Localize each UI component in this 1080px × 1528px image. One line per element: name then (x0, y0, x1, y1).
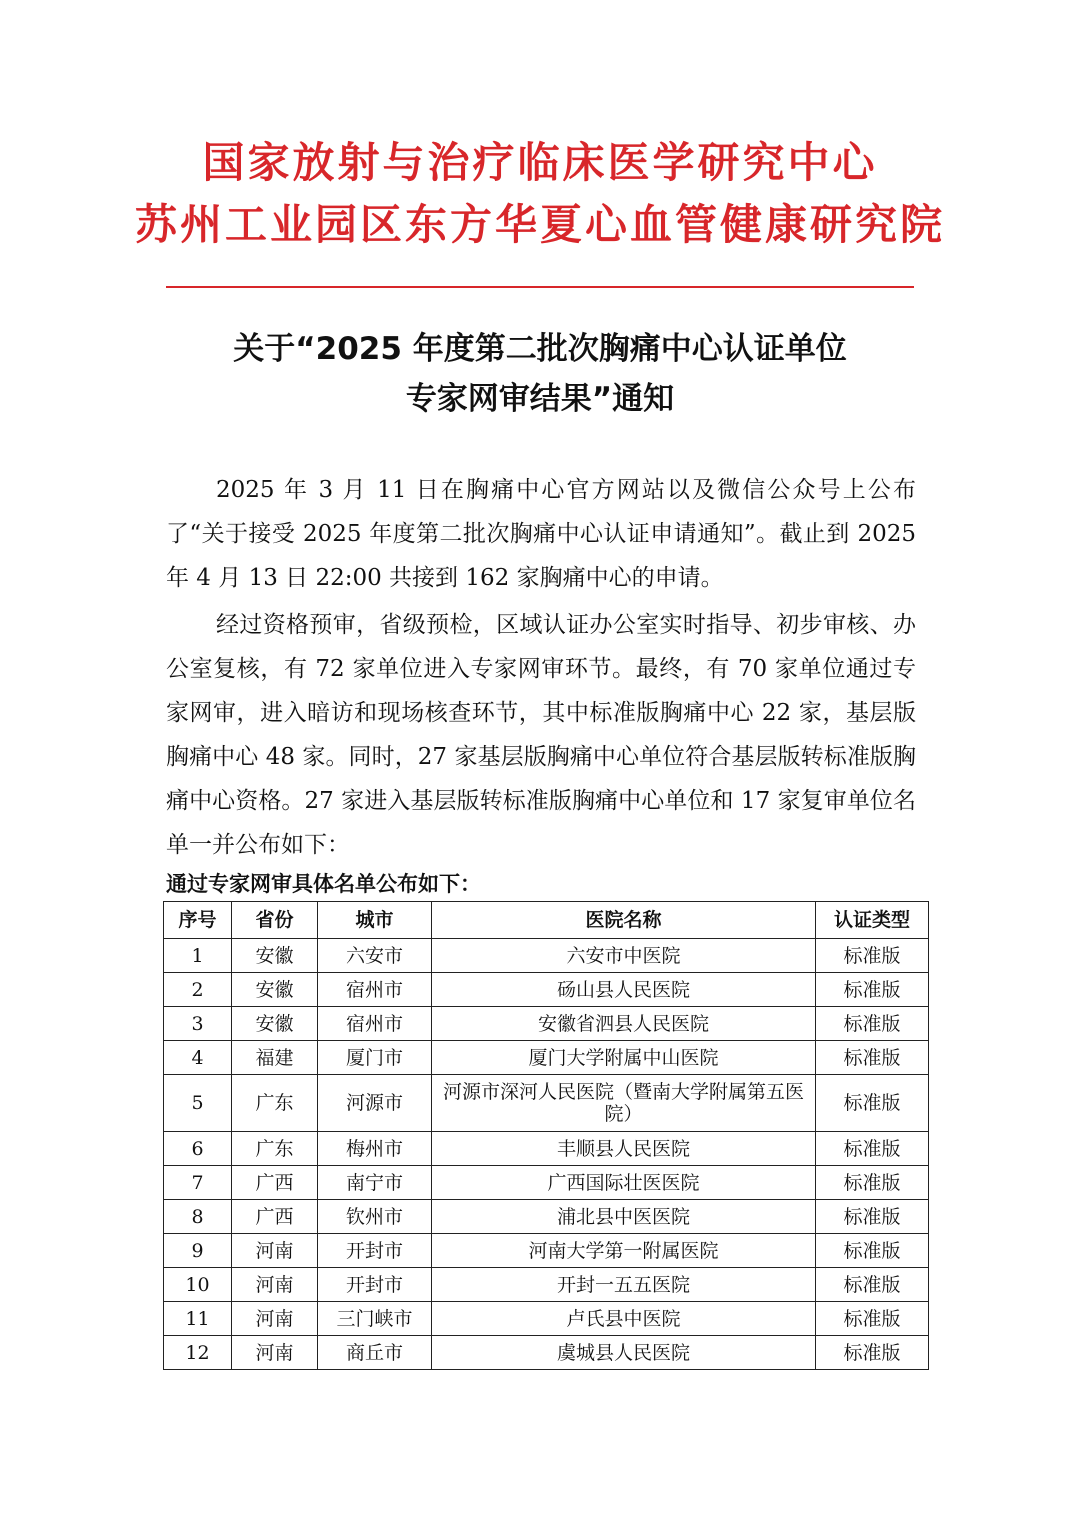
cell-province: 福建 (232, 1041, 318, 1075)
table-row (164, 1336, 929, 1370)
table-row (164, 1007, 929, 1041)
column-header-index: 序号 (164, 902, 232, 939)
table-row (164, 939, 929, 973)
cell-city: 梅州市 (318, 1132, 432, 1166)
cell-hospital: 安徽省泗县人民医院 (432, 1007, 816, 1041)
cell-index: 9 (164, 1234, 232, 1268)
cell-index: 12 (164, 1336, 232, 1370)
cell-index: 3 (164, 1007, 232, 1041)
cell-province: 河南 (232, 1268, 318, 1302)
title-line-1: 关于“2025 年度第二批次胸痛中心认证单位 (233, 331, 847, 367)
cell-hospital: 厦门大学附属中山医院 (432, 1041, 816, 1075)
cell-hospital: 河源市深河人民医院（暨南大学附属第五医院） (432, 1075, 816, 1132)
cell-city: 六安市 (318, 939, 432, 973)
cell-cert-type: 标准版 (816, 1132, 929, 1166)
cell-city: 三门峡市 (318, 1302, 432, 1336)
cell-index: 5 (164, 1075, 232, 1132)
column-header-province: 省份 (232, 902, 318, 939)
org-header (120, 132, 960, 256)
cell-cert-type: 标准版 (816, 939, 929, 973)
table-row (164, 1041, 929, 1075)
cell-hospital: 虞城县人民医院 (432, 1336, 816, 1370)
cell-city: 开封市 (318, 1268, 432, 1302)
cell-cert-type: 标准版 (816, 1302, 929, 1336)
table-row (164, 1200, 929, 1234)
cell-hospital: 六安市中医院 (432, 939, 816, 973)
cell-province: 广西 (232, 1200, 318, 1234)
cell-city: 商丘市 (318, 1336, 432, 1370)
cell-hospital: 浦北县中医医院 (432, 1200, 816, 1234)
table-row (164, 1302, 929, 1336)
cell-province: 安徽 (232, 1007, 318, 1041)
cell-city: 厦门市 (318, 1041, 432, 1075)
table-row (164, 1132, 929, 1166)
org-name-line-1: 国家放射与治疗临床医学研究中心 (202, 138, 878, 187)
header-divider (166, 286, 914, 288)
cell-hospital: 开封一五五医院 (432, 1268, 816, 1302)
cell-cert-type: 标准版 (816, 1336, 929, 1370)
cell-hospital: 丰顺县人民医院 (432, 1132, 816, 1166)
cell-index: 10 (164, 1268, 232, 1302)
cell-hospital: 河南大学第一附属医院 (432, 1234, 816, 1268)
column-header-hospital: 医院名称 (432, 902, 816, 939)
cell-cert-type: 标准版 (816, 973, 929, 1007)
cell-province: 河南 (232, 1302, 318, 1336)
table-row (164, 1166, 929, 1200)
cell-cert-type: 标准版 (816, 1075, 929, 1132)
results-table (163, 901, 929, 1370)
cell-cert-type: 标准版 (816, 1041, 929, 1075)
org-name-line-2: 苏州工业园区东方华夏心血管健康研究院 (134, 200, 945, 249)
cell-cert-type: 标准版 (816, 1200, 929, 1234)
cell-hospital: 广西国际壮医医院 (432, 1166, 816, 1200)
cell-index: 8 (164, 1200, 232, 1234)
cell-province: 安徽 (232, 939, 318, 973)
cell-province: 河南 (232, 1234, 318, 1268)
cell-city: 河源市 (318, 1075, 432, 1132)
cell-cert-type: 标准版 (816, 1234, 929, 1268)
cell-index: 6 (164, 1132, 232, 1166)
column-header-cert-type: 认证类型 (816, 902, 929, 939)
document-title (140, 324, 940, 424)
cell-cert-type: 标准版 (816, 1268, 929, 1302)
cell-city: 宿州市 (318, 1007, 432, 1041)
cell-hospital: 砀山县人民医院 (432, 973, 816, 1007)
paragraph-1: 2025 年 3 月 11 日在胸痛中心官方网站以及微信公众号上公布了“关于接受 2025 年度第二批次胸痛中心认证申请通知”。截止到 2025 年 4 月 13 日 22:00 共接到 162 家胸痛中心的申请。 (166, 477, 916, 591)
cell-index: 11 (164, 1302, 232, 1336)
cell-province: 河南 (232, 1336, 318, 1370)
cell-city: 宿州市 (318, 973, 432, 1007)
list-heading: 通过专家网审具体名单公布如下： (166, 872, 481, 896)
cell-cert-type: 标准版 (816, 1007, 929, 1041)
cell-city: 开封市 (318, 1234, 432, 1268)
cell-province: 广东 (232, 1132, 318, 1166)
table-row (164, 1075, 929, 1132)
cell-index: 7 (164, 1166, 232, 1200)
cell-index: 1 (164, 939, 232, 973)
cell-province: 安徽 (232, 973, 318, 1007)
column-header-city: 城市 (318, 902, 432, 939)
table-row (164, 1268, 929, 1302)
cell-index: 2 (164, 973, 232, 1007)
body-text (166, 468, 916, 870)
cell-province: 广东 (232, 1075, 318, 1132)
cell-index: 4 (164, 1041, 232, 1075)
paragraph-2: 经过资格预审，省级预检，区域认证办公室实时指导、初步审核、办公室复核，有 72 家单位进入专家网审环节。最终，有 70 家单位通过专家网审，进入暗访和现场核查环节，其中标准版胸痛中心 22 家，基层版胸痛中心 48 家。同时，27 家基层版胸痛中心单位符合基层版转标准版胸痛中心资格。27 家进入基层版转标准版胸痛中心单位和 17 家复审单位名单一并公布如下： (166, 612, 916, 858)
cell-city: 南宁市 (318, 1166, 432, 1200)
title-line-2: 专家网审结果”通知 (405, 381, 675, 417)
cell-hospital: 卢氏县中医院 (432, 1302, 816, 1336)
cell-cert-type: 标准版 (816, 1166, 929, 1200)
cell-province: 广西 (232, 1166, 318, 1200)
table-header-row (164, 902, 929, 939)
table-row (164, 1234, 929, 1268)
cell-city: 钦州市 (318, 1200, 432, 1234)
table-row (164, 973, 929, 1007)
